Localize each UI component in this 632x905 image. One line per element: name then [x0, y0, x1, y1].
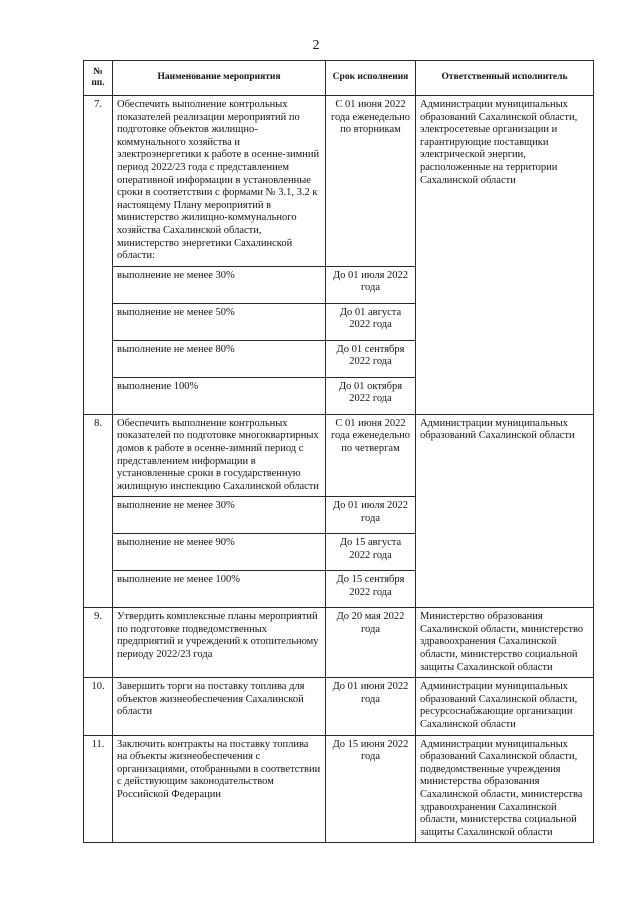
milestone-text: выполнение не менее 80% — [113, 340, 326, 377]
deadline-text: До 20 мая 2022 года — [326, 608, 416, 678]
row-number: 9. — [84, 608, 113, 678]
page-number: 2 — [312, 38, 320, 53]
milestone-text: выполнение не менее 30% — [113, 497, 326, 534]
responsible-text: Министерство образования Сахалинской области, министерство здравоохранения Сахалинской области, министерство социальной защиты Сахалинской области — [416, 608, 594, 678]
table-row-8 — [84, 414, 594, 497]
table-header-row — [84, 61, 594, 96]
responsible-text: Администрации муниципальных образований Сахалинской области, электросетевые организации и гарантирующие поставщики электрической энергии, расположенные на территории Сахалинской области — [416, 96, 594, 415]
deadline-text: С 01 июня 2022 года еженедельно по четвергам — [326, 414, 416, 497]
table-row-10 — [84, 678, 594, 735]
header-responsible: Ответственный исполнитель — [416, 61, 594, 96]
activity-text: Утвердить комплексные планы мероприятий по подготовке подведомственных предприятий и учреждений к отопительному периоду 2022/23 года — [113, 608, 326, 678]
responsible-text: Администрации муниципальных образований Сахалинской области, подведомственные учреждения министерства образования Сахалинской области, министерства здравоохранения Сахалинской области, министерства социальной защиты Сахалинской области — [416, 735, 594, 843]
responsible-text: Администрации муниципальных образований Сахалинской области, ресурсоснабжающие организации Сахалинской области — [416, 678, 594, 735]
row-number: 8. — [84, 414, 113, 608]
milestone-text: выполнение не менее 100% — [113, 571, 326, 608]
deadline-text: С 01 июня 2022 года еженедельно по вторникам — [326, 96, 416, 267]
milestone-text: выполнение не менее 30% — [113, 266, 326, 303]
deadline-text: До 15 июня 2022 года — [326, 735, 416, 843]
table-row-7 — [84, 96, 594, 267]
action-plan-table — [83, 60, 594, 843]
header-activity: Наименование мероприятия — [113, 61, 326, 96]
milestone-deadline: До 01 июля 2022 года — [326, 497, 416, 534]
milestone-text: выполнение не менее 50% — [113, 303, 326, 340]
responsible-text: Администрации муниципальных образований Сахалинской области — [416, 414, 594, 608]
activity-text: Заключить контракты на поставку топлива на объекты жизнеобеспечения с организациями, отобранными в соответствии с действующим законодательством Российской Федерации — [113, 735, 326, 843]
activity-text: Обеспечить выполнение контрольных показателей по подготовке многоквартирных домов к работе в осенне-зимний период с представлением информации в установленные сроки в государственную жилищную инспекцию Сахалинской области — [113, 414, 326, 497]
milestone-deadline: До 01 сентября 2022 года — [326, 340, 416, 377]
row-number: 11. — [84, 735, 113, 843]
activity-text: Обеспечить выполнение контрольных показателей реализации мероприятий по подготовке объектов жилищно-коммунального хозяйства и электроэнергетики к работе в осенне-зимний период 2022/23 года с представлением оперативной информации в установленные сроки в соответствии с формами № 3.1, 3.2 к настоящему Плану мероприятий в министерство жилищно-коммунального хозяйства Сахалинской области, министерство энергетики Сахалинской области: — [113, 96, 326, 267]
table-row-9 — [84, 608, 594, 678]
row-number: 10. — [84, 678, 113, 735]
header-number: № пп. — [84, 61, 113, 96]
milestone-deadline: До 15 августа 2022 года — [326, 534, 416, 571]
milestone-deadline: До 01 августа 2022 года — [326, 303, 416, 340]
header-deadline: Срок исполнения — [326, 61, 416, 96]
milestone-text: выполнение не менее 90% — [113, 534, 326, 571]
activity-text: Завершить торги на поставку топлива для объектов жизнеобеспечения Сахалинской области — [113, 678, 326, 735]
milestone-deadline: До 01 июля 2022 года — [326, 266, 416, 303]
table-row-11 — [84, 735, 594, 843]
deadline-text: До 01 июня 2022 года — [326, 678, 416, 735]
row-number: 7. — [84, 96, 113, 415]
milestone-text: выполнение 100% — [113, 377, 326, 414]
milestone-deadline: До 01 октября 2022 года — [326, 377, 416, 414]
milestone-deadline: До 15 сентября 2022 года — [326, 571, 416, 608]
